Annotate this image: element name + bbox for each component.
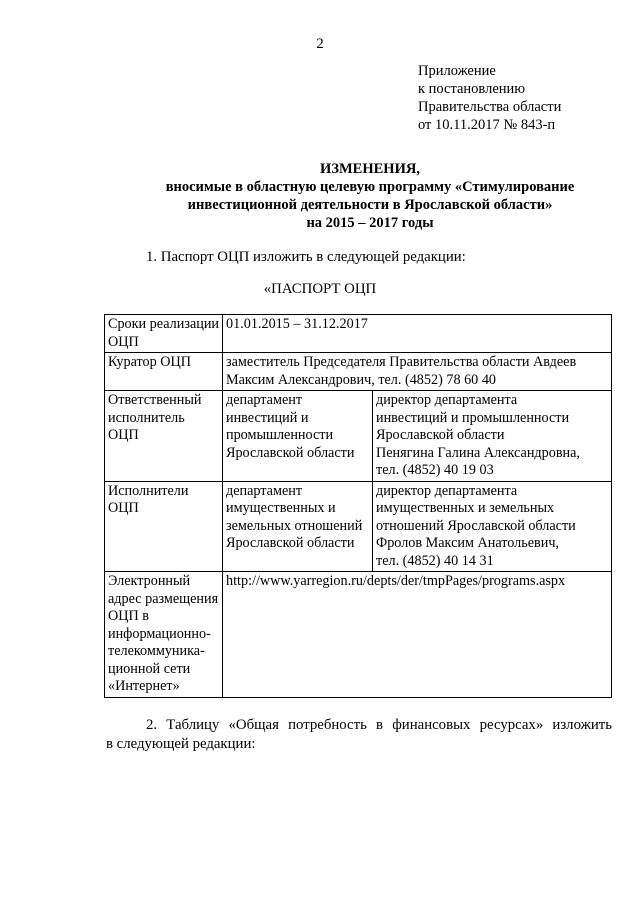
word: ресурсах» bbox=[479, 717, 544, 733]
word: «Общая bbox=[228, 717, 279, 733]
cell-line: инвестиций и промышленности bbox=[376, 409, 570, 426]
row-value bbox=[223, 353, 612, 391]
title-line: вносимые в областную целевую программу «Стимулирование bbox=[165, 179, 575, 195]
department-cell bbox=[223, 391, 373, 482]
title-heading: ИЗМЕНЕНИЯ, bbox=[320, 161, 420, 177]
cell-line: информационно- bbox=[108, 625, 211, 642]
row-label bbox=[105, 315, 223, 353]
cell-line: Фролов Максим Анатольевич, bbox=[376, 535, 560, 551]
word: в bbox=[376, 717, 384, 733]
department-cell bbox=[223, 481, 373, 572]
cell-line: Ярославской области bbox=[376, 427, 505, 443]
page-number: 2 bbox=[316, 36, 324, 52]
table-row bbox=[105, 572, 612, 698]
table-row bbox=[105, 481, 612, 572]
table-row bbox=[105, 391, 612, 482]
cell-line: исполнитель bbox=[108, 409, 185, 426]
appendix-line: Правительства области bbox=[418, 99, 562, 115]
passport-table bbox=[104, 314, 612, 698]
cell-line: имущественных и bbox=[226, 500, 336, 516]
cell-line: Ответственный bbox=[108, 392, 202, 408]
row-label bbox=[105, 353, 223, 391]
cell-line: директор департамента bbox=[376, 482, 518, 499]
appendix-line: от 10.11.2017 № 843-п bbox=[418, 117, 556, 133]
cell-line: адрес размещения bbox=[108, 590, 219, 607]
cell-line: департамент bbox=[226, 392, 303, 408]
paragraph-2 bbox=[106, 716, 612, 754]
cell-line: Электронный bbox=[108, 573, 191, 589]
word: Таблицу bbox=[166, 717, 220, 733]
paragraph-1: 1. Паспорт ОЦП изложить в следующей редакции: bbox=[146, 249, 466, 265]
cell-line: ОЦП в bbox=[108, 608, 149, 624]
cell-line: Сроки реализации bbox=[108, 316, 219, 332]
word: изложить bbox=[552, 717, 612, 733]
paragraph-2-line-1 bbox=[106, 716, 612, 735]
cell-line: департамент bbox=[226, 482, 303, 499]
cell-line: ОЦП bbox=[108, 500, 139, 516]
cell-line: ОЦП bbox=[108, 333, 139, 350]
website-link[interactable]: http://www.yarregion.ru/depts/der/tmpPages/programs.aspx bbox=[226, 573, 566, 589]
paragraph-2-line-2: в следующей редакции: bbox=[106, 736, 256, 752]
head-cell bbox=[373, 481, 612, 572]
appendix-line: Приложение bbox=[418, 63, 496, 79]
cell-line: ОЦП bbox=[108, 427, 139, 443]
cell-line: ционной сети bbox=[108, 660, 191, 677]
website-link-cell bbox=[223, 572, 612, 698]
cell-line: Куратор ОЦП bbox=[108, 354, 191, 370]
title-line: на 2015 – 2017 годы bbox=[306, 215, 434, 231]
cell-line: «Интернет» bbox=[108, 678, 180, 694]
row-label bbox=[105, 481, 223, 572]
word: потребность bbox=[288, 717, 367, 733]
word: 2. bbox=[146, 717, 158, 733]
table-row bbox=[105, 315, 612, 353]
cell-line: земельных отношений bbox=[226, 517, 363, 534]
cell-line: промышленности bbox=[226, 427, 334, 443]
appendix-note bbox=[418, 62, 561, 134]
cell-line: тел. (4852) 40 19 03 bbox=[376, 462, 494, 478]
cell-line: Ярославской области bbox=[226, 444, 355, 461]
cell-line: тел. (4852) 40 14 31 bbox=[376, 552, 494, 569]
table-row bbox=[105, 353, 612, 391]
row-value bbox=[223, 315, 612, 353]
cell-line: директор департамента bbox=[376, 392, 518, 408]
title-line: инвестиционной деятельности в Ярославской области» bbox=[187, 197, 553, 213]
cell-line: телекоммуника- bbox=[108, 643, 205, 659]
cell-line: Максим Александрович, тел. (4852) 78 60 40 bbox=[226, 371, 497, 388]
passport-title: «ПАСПОРТ ОЦП bbox=[263, 281, 377, 297]
cell-line: имущественных и земельных bbox=[376, 500, 555, 516]
word: финансовых bbox=[392, 717, 471, 733]
cell-line: отношений Ярославской области bbox=[376, 517, 576, 534]
cell-line: Ярославской области bbox=[226, 535, 355, 551]
cell-line: Пенягина Галина Александровна, bbox=[376, 444, 580, 461]
appendix-line: к постановлению bbox=[418, 81, 526, 97]
cell-line: заместитель Председателя Правительства области Авдеев bbox=[226, 354, 577, 370]
row-label bbox=[105, 572, 223, 698]
cell-line: 01.01.2015 – 31.12.2017 bbox=[226, 316, 368, 332]
row-label bbox=[105, 391, 223, 482]
document-title bbox=[100, 160, 640, 232]
cell-line: инвестиций и bbox=[226, 409, 309, 426]
head-cell bbox=[373, 391, 612, 482]
cell-line: Исполнители bbox=[108, 482, 189, 499]
